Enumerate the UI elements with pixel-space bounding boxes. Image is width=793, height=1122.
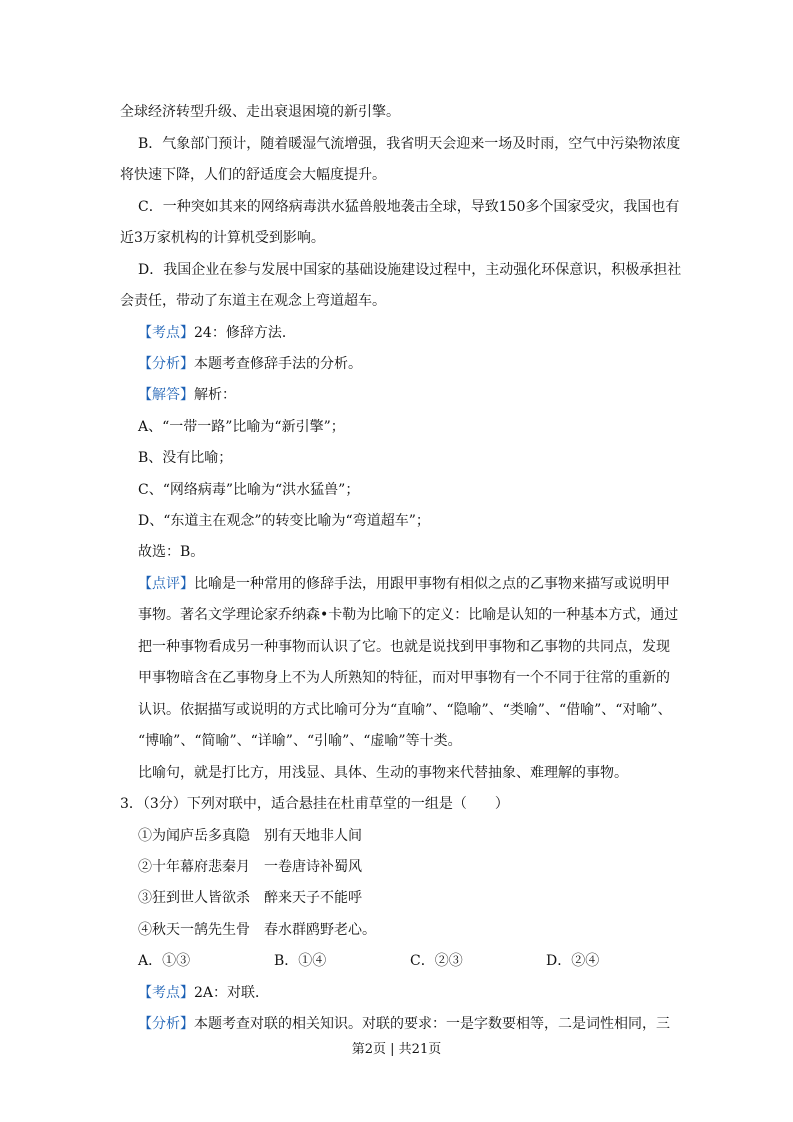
dianping-line: 事物。著名文学理论家乔纳森•卡勒为比喻下的定义：比喻是认知的一种基本方式，通过 xyxy=(138,607,679,623)
fenxi-line xyxy=(138,1015,698,1033)
dianping-line: 比喻句，就是打比方，用浅显、具体、生动的事物来代替抽象、难理解的事物。 xyxy=(138,765,628,781)
couplet-2: ②十年幕府悲秦月 一卷唐诗补蜀风 xyxy=(138,859,362,875)
dianping-text: 比喻是一种常用的修辞手法，用跟甲事物有相似之点的乙事物来描写或说明甲 xyxy=(194,576,670,592)
dianping-line: 认识。依据描写或说明的方式比喻可分为“直喻”、“隐喻”、“类喻”、“借喻”、“对喻”、 xyxy=(138,702,672,718)
fenxi-tag: 【分析】 xyxy=(138,1016,194,1032)
answer-choice: 故选：B。 xyxy=(138,544,205,560)
answer-b: B、没有比喻； xyxy=(138,450,233,466)
question-3-stem: 3．（3分）下列对联中，适合悬挂在杜甫草堂的一组是（ ） xyxy=(120,796,509,812)
kaodian-tag: 【考点】 xyxy=(138,325,194,341)
kaodian-tag: 【考点】 xyxy=(138,985,194,1001)
dianping-line: 把一种事物看成另一种事物而认识了它。也就是说找到甲事物和乙事物的共同点，发现 xyxy=(138,639,670,655)
fenxi-text: 本题考查对联的相关知识。对联的要求：一是字数要相等，二是词性相同，三 xyxy=(194,1016,670,1032)
option-b: B．①④ xyxy=(274,953,327,969)
answer-d: D、“东道主在观念”的转变比喻为“弯道超车”； xyxy=(138,513,430,529)
fenxi-text: 本题考查修辞手法的分析。 xyxy=(194,356,362,372)
jieda-tag: 【解答】 xyxy=(138,387,194,403)
answer-a: A、“一带一路”比喻为“新引擎”； xyxy=(138,419,345,435)
jieda-text: 解析： xyxy=(194,387,236,403)
option-d: D．②④ xyxy=(546,953,600,969)
option-b-line: B．气象部门预计，随着暖湿气流增强，我省明天会迎来一场及时雨，空气中污染物浓度 xyxy=(138,136,681,152)
option-d-line: D．我国企业在参与发展中国家的基础设施建设过程中，主动强化环保意识，积极承担社 xyxy=(138,262,682,278)
couplet-1: ①为闻庐岳多真隐 别有天地非人间 xyxy=(138,828,362,844)
kaodian-line xyxy=(138,984,698,1002)
dianping-line xyxy=(138,575,698,593)
option-c-line: C．一种突如其来的网络病毒洪水猛兽般地袭击全球，导致150多个国家受灾，我国也有 xyxy=(138,199,680,215)
page-footer: 第2页 | 共21页 xyxy=(351,1042,442,1057)
kaodian-line xyxy=(138,324,698,342)
fenxi-line xyxy=(138,355,698,373)
kaodian-text: 2A：对联． xyxy=(194,985,270,1001)
dianping-line: “博喻”、“简喻”、“详喻”、“引喻”、“虚喻”等十类。 xyxy=(138,733,462,749)
option-d-line: 会责任，带动了东道主在观念上弯道超车。 xyxy=(120,293,386,309)
option-b-line: 将快速下降，人们的舒适度会大幅度提升。 xyxy=(120,167,386,183)
couplet-4: ④秋天一鹄先生骨 春水群鸥野老心。 xyxy=(138,922,376,938)
option-c-line: 近3万家机构的计算机受到影响。 xyxy=(120,230,325,246)
kaodian-text: 24：修辞方法． xyxy=(194,325,296,341)
dianping-tag: 【点评】 xyxy=(138,576,194,592)
jieda-line xyxy=(138,386,698,404)
passage-line: 全球经济转型升级、走出衰退困境的新引擎。 xyxy=(120,104,400,120)
couplet-3: ③狂到世人皆欲杀 醉来天子不能呼 xyxy=(138,890,362,906)
answer-options xyxy=(138,952,599,970)
option-c: C．②③ xyxy=(410,953,463,969)
option-a: A．①③ xyxy=(138,953,191,969)
dianping-line: 甲事物暗含在乙事物身上不为人所熟知的特征，而对甲事物有一个不同于往常的重新的 xyxy=(138,670,670,686)
fenxi-tag: 【分析】 xyxy=(138,356,194,372)
answer-c: C、“网络病毒”比喻为“洪水猛兽”； xyxy=(138,482,360,498)
